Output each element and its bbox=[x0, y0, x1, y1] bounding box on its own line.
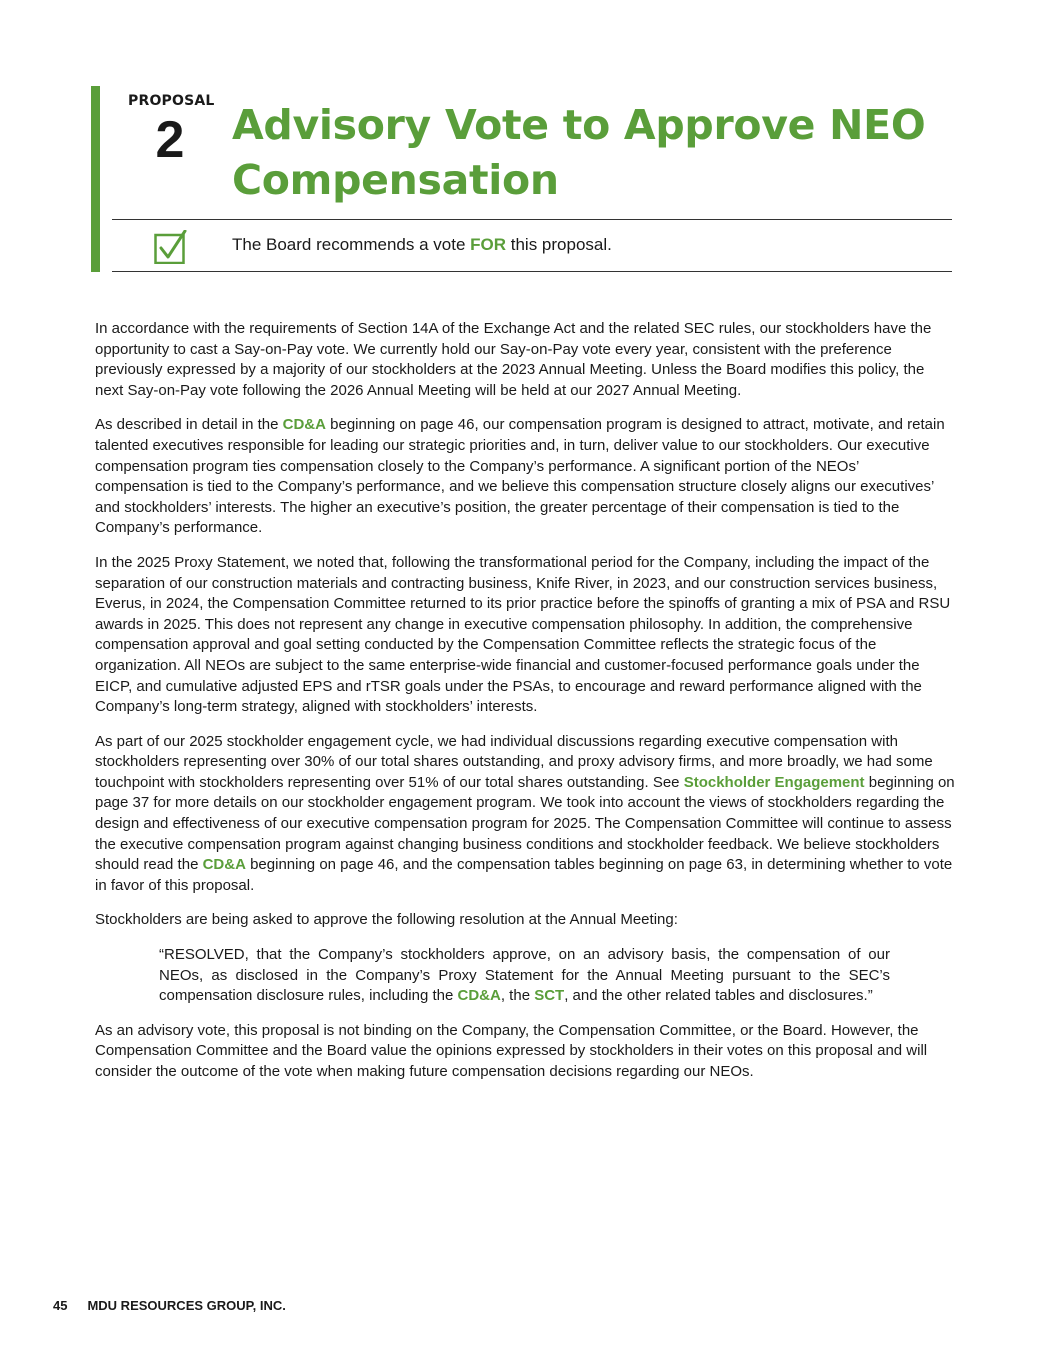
proposal-number: 2 bbox=[155, 111, 185, 169]
cda-link[interactable]: CD&A bbox=[457, 987, 501, 1005]
divider-top bbox=[112, 219, 952, 220]
cda-link[interactable]: CD&A bbox=[202, 856, 246, 874]
checkbox-check-icon bbox=[154, 230, 188, 264]
page-title: Advisory Vote to Approve NEO Compensation bbox=[232, 101, 926, 204]
vote-for-label: FOR bbox=[470, 235, 507, 254]
cda-link[interactable]: CD&A bbox=[282, 416, 326, 434]
company-name: MDU RESOURCES GROUP, INC. bbox=[87, 1298, 286, 1313]
proposal-body bbox=[95, 319, 955, 1097]
stockholder-engagement-link[interactable]: Stockholder Engagement bbox=[683, 773, 865, 791]
paragraph-2025-proxy: In the 2025 Proxy Statement, we noted that, following the transformational period for the Company, including the impact of the separation of our construction materials and contracting business, Knife River, in 2023, and our construction services business, Everus, in 2024, the Compensation Committee returned to its prior practice before the spinoffs of granting a mix of PSA and RSU awards in 2025. This does not represent any change in executive compensation philosophy. In addition, the comprehensive compensation approval and goal setting conducted by the Compensation Committee reflects the strategic focus of the organization. All NEOs are subject to the same enterprise-wide financial and customer-focused performance goals under the EICP, and cumulative adjusted EPS and rTSR goals under the PSAs, to encourage and reward performance aligned with the Company’s long-term strategy, aligned with stockholders’ interests. bbox=[95, 553, 951, 716]
resolution-quote: “RESOLVED, that the Company’s stockholders approve, on an advisory basis, the compensation of our NEOs, as disclosed in the Company’s Proxy Statement for the Annual Meeting pursuant to the SEC’s compensation disclosure rules, including the CD&A, the SCT, and the other related tables and disclosures.” bbox=[159, 946, 890, 1005]
sct-link[interactable]: SCT bbox=[534, 987, 565, 1005]
page-number: 45 bbox=[53, 1298, 68, 1313]
paragraph-compensation-program: As described in detail in the CD&A beginning on page 46, our compensation program is designed to attract, motivate, and retain talented executives responsible for leading our strategic priorities and, in turn, deliver value to our stockholders. Our executive compensation program ties compensation closely to the Company’s performance. A significant portion of the NEOs’ compensation is tied to the Company’s performance, and we believe this compensation structure closely aligns our executives’ and stockholders’ interests. The higher an executive’s position, the greater percentage of their compensation is tied to the Company’s performance. bbox=[95, 416, 945, 537]
divider-bottom bbox=[112, 271, 952, 272]
board-recommendation: The Board recommends a vote FOR this proposal. bbox=[232, 235, 612, 254]
page-footer bbox=[53, 1298, 286, 1313]
paragraph-resolution-intro: Stockholders are being asked to approve the following resolution at the Annual Meeting: bbox=[95, 911, 678, 929]
paragraph-say-on-pay: In accordance with the requirements of Section 14A of the Exchange Act and the related SEC rules, our stockholders have the opportunity to cast a Say-on-Pay vote. We currently hold our Say-on-Pay vote every year, consistent with the preference previously expressed by a majority of our stockholders at the 2023 Annual Meeting. Unless the Board modifies this policy, the next Say-on-Pay vote following the 2026 Annual Meeting will be held at our 2027 Annual Meeting. bbox=[95, 320, 932, 399]
proposal-label: PROPOSAL bbox=[128, 93, 215, 109]
paragraph-advisory-vote: As an advisory vote, this proposal is not binding on the Company, the Compensation Committee, or the Board. However, the Compensation Committee and the Board value the opinions expressed by stockholders in their votes on this proposal and will consider the outcome of the vote when making future compensation decisions regarding our NEOs. bbox=[95, 1021, 928, 1080]
header-accent-bar bbox=[91, 86, 100, 272]
paragraph-engagement: As part of our 2025 stockholder engagement cycle, we had individual discussions regarding executive compensation with stockholders representing over 30% of our total shares outstanding, and proxy advisory firms, and more broadly, we had some touchpoint with stockholders representing over 51% of our total shares outstanding. See Stockholder Engagement beginning on page 37 for more details on our stockholder engagement program. We took into account the views of stockholders regarding the design and effectiveness of our executive compensation program for 2025. The Compensation Committee will continue to assess the executive compensation program against changing business conditions and stockholder feedback. We believe stockholders should read the CD&A beginning on page 46, and the compensation tables beginning on page 63, in determining whether to vote in favor of this proposal. bbox=[95, 732, 955, 894]
